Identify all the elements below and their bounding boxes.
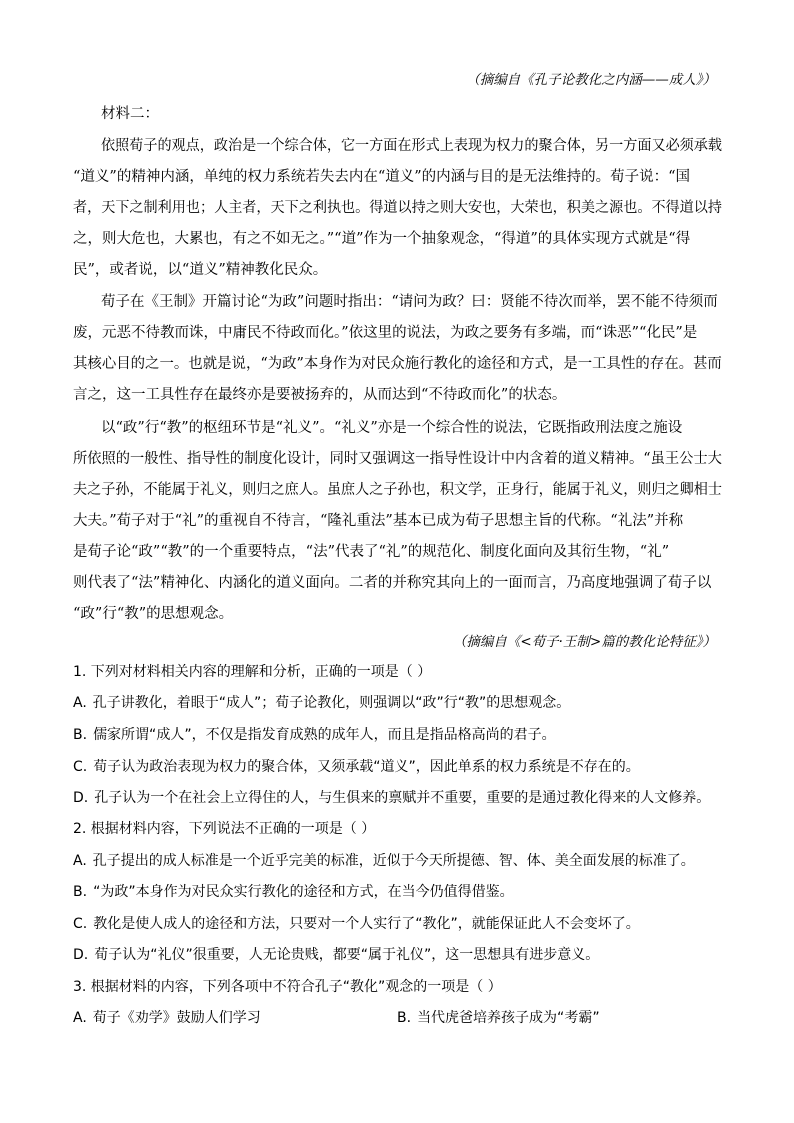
option-text: 孔子提出的成人标准是一个近乎完美的标准，近似于今天所提德、智、体、美全面发展的标准了。 <box>92 853 695 869</box>
paragraph-line: “政”行“教”的思想观念。 <box>73 606 234 622</box>
option-text: 荀子认为政治表现为权力的聚合体，又须承载“道义”，因此单系的权力系统是不存在的。 <box>93 759 640 775</box>
question-2-stem: 2. 根据材料内容，下列说法不正确的一项是（ ） <box>73 821 376 837</box>
option-letter: A. <box>73 853 87 869</box>
question-1-option-c <box>73 756 640 776</box>
question-2-option-a <box>73 850 695 870</box>
option-letter: D. <box>73 790 89 806</box>
option-text: 孔子认为一个在社会上立得住的人，与生俱来的禀赋并不重要，重要的是通过教化得来的人文修养。 <box>94 790 711 806</box>
question-3-stem: 3. 根据材料的内容，下列各项中不符合孔子“教化”观念的一项是（ ） <box>73 979 502 995</box>
question-1-stem: 1. 下列对材料相关内容的理解和分析，正确的一项是（ ） <box>73 664 432 680</box>
source-citation-1: （摘编自《孔子论教化之内涵——成人》） <box>466 72 716 88</box>
option-letter: B. <box>73 727 88 743</box>
question-2-option-b <box>73 881 514 901</box>
option-text: 孔子讲教化，着眼于“成人”；荀子论教化，则强调以“政”行“教”的思想观念。 <box>92 695 571 711</box>
option-text: “为政”本身作为对民众实行教化的途径和方式，在当今仍值得借鉴。 <box>93 884 514 900</box>
option-text: 儒家所谓“成人”，不仅是指发育成熟的成年人，而且是指品格高尚的君子。 <box>93 727 556 743</box>
option-letter: C. <box>73 916 88 932</box>
paragraph-line: 依照荀子的观点，政治是一个综合体，它一方面在形式上表现为权力的聚合体，另一方面又必须承载 <box>101 138 723 154</box>
option-letter: A. <box>73 695 87 711</box>
question-3-option-a <box>73 1007 261 1027</box>
paragraph-line: 是荀子论“政”“教”的一个重要特点，“法”代表了“礼”的规范化、制度化面向及其衍生物，“礼” <box>73 544 670 560</box>
option-letter: C. <box>73 759 88 775</box>
paragraph-line: 所依照的一般性、指导性的制度化设计，同时又强调这一指导性设计中内含着的道义精神。“虽王公士大 <box>73 451 722 467</box>
question-1-option-a <box>73 692 570 712</box>
paragraph-line: “道义”的精神内涵，单纯的权力系统若失去内在“道义”的内涵与目的是无法维持的。荀子说：“国 <box>73 169 691 185</box>
option-letter: A. <box>73 1010 87 1026</box>
option-text: 荀子《劝学》鼓励人们学习 <box>92 1010 261 1026</box>
question-1-option-d <box>73 787 710 807</box>
paragraph-line: 则代表了“法”精神化、内涵化的道义面向。二者的并称究其向上的一面而言，乃高度地强调了荀子以 <box>73 575 712 591</box>
question-3-option-b <box>397 1007 600 1027</box>
paragraph-line: 夫之子孙，不能属于礼义，则归之庶人。虽庶人之子孙也，积文学，正身行，能属于礼义，则归之卿相士 <box>73 482 722 498</box>
paragraph-line: 言之，这一工具性存在最终亦是要被扬弃的，从而达到“不待政而化”的状态。 <box>73 387 567 403</box>
paragraph-line: 者，天下之制利用也；人主者，天下之利执也。得道以持之则大安也，大荣也，积美之源也。不得道以持 <box>73 200 722 216</box>
option-letter: D. <box>73 947 89 963</box>
question-2-option-c <box>73 913 640 933</box>
material-heading: 材料二： <box>101 106 159 122</box>
paragraph-line: 荀子在《王制》开篇讨论“为政”问题时指出：“请问为政？曰：贤能不待次而举，罢不能不待须而 <box>101 294 718 310</box>
paragraph-line: 之，则大危也，大累也，有之不如无之。”“道”作为一个抽象观念，“得道”的具体实现方式就是“得 <box>73 231 691 247</box>
paragraph-line: 废，元恶不待教而诛，中庸民不待政而化。”依这里的说法，为政之要务有多端，而“诛恶”“化民”是 <box>73 325 698 341</box>
question-2-option-d <box>73 944 599 964</box>
option-text: 教化是使人成人的途径和方法，只要对一个人实行了“教化”，就能保证此人不会变坏了。 <box>93 916 640 932</box>
option-text: 当代虎爸培养孩子成为“考霸” <box>417 1010 600 1026</box>
source-citation-2: （摘编自《<荀子·王制>篇的教化论特征》） <box>452 634 716 650</box>
option-text: 荀子认为“礼仪”很重要，人无论贵贱，都要“属于礼仪”，这一思想具有进步意义。 <box>94 947 600 963</box>
option-letter: B. <box>397 1010 412 1026</box>
paragraph-line: 其核心目的之一。也就是说，“为政”本身作为对民众施行教化的途径和方式，是一工具性的存在。甚而 <box>73 356 722 372</box>
paragraph-line: 大夫。”荀子对于“礼”的重视自不待言，“隆礼重法”基本已成为荀子思想主旨的代称。“礼法”并称 <box>73 513 684 529</box>
paragraph-line: 民”，或者说，以“道义”精神教化民众。 <box>73 262 328 278</box>
option-letter: B. <box>73 884 88 900</box>
question-1-option-b <box>73 724 556 744</box>
paragraph-line: 以“政”行“教”的枢纽环节是“礼义”。“礼义”亦是一个综合性的说法，它既指政刑法度之施设 <box>101 420 683 436</box>
